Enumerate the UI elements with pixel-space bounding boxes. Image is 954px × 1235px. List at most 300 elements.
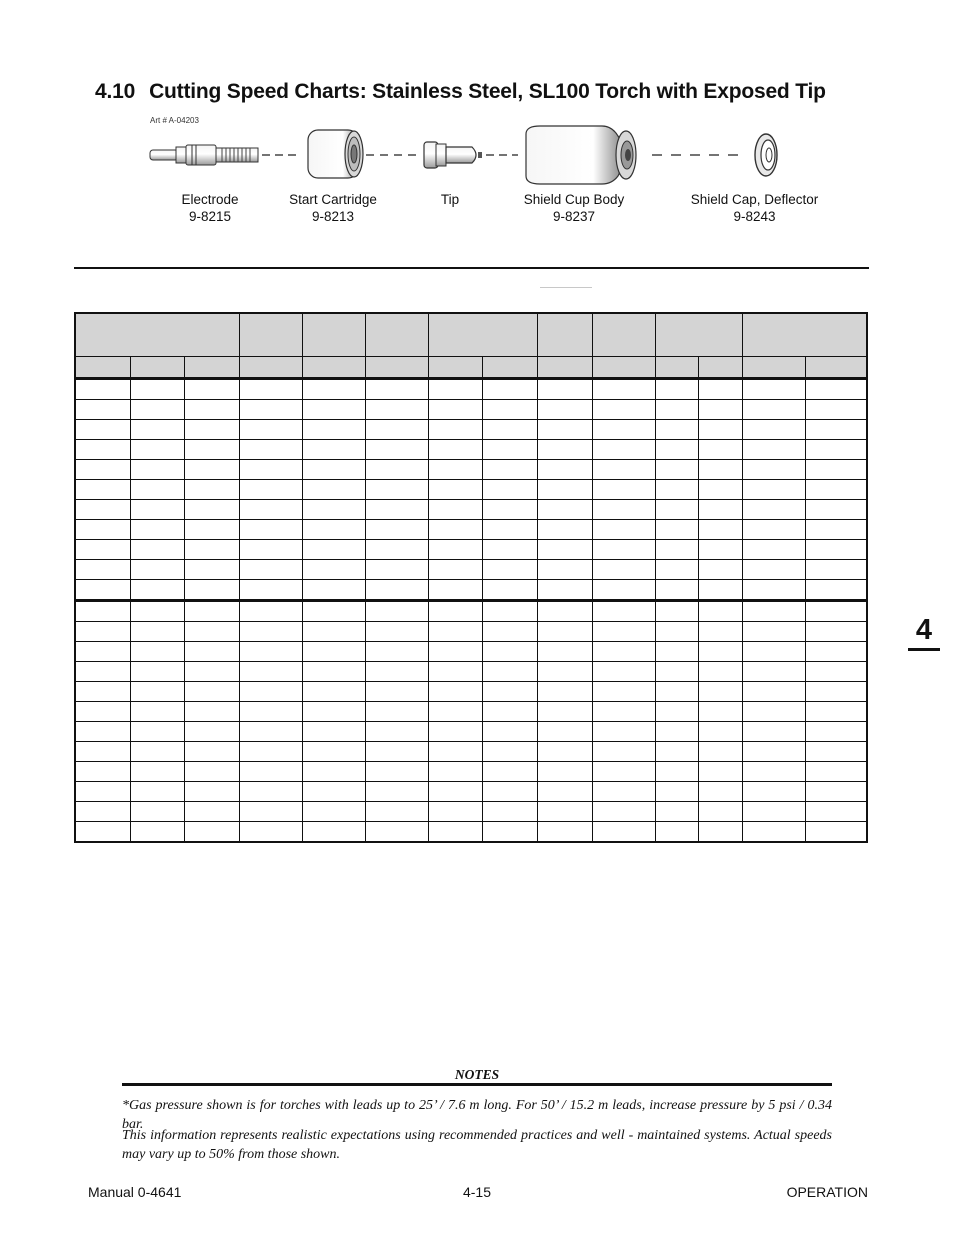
table-cell (742, 622, 805, 642)
table-cell (75, 460, 130, 480)
table-cell (482, 662, 537, 682)
table-cell (592, 480, 655, 500)
table-cell (805, 520, 867, 540)
part-number: 9-8243 (733, 209, 776, 224)
table-cell (537, 742, 592, 762)
table-cell (742, 379, 805, 400)
table-cell (75, 500, 130, 520)
table-cell (184, 762, 239, 782)
table-cell (698, 480, 742, 500)
table-cell (592, 520, 655, 540)
table-subheader-cell (130, 357, 184, 379)
table-cell (742, 460, 805, 480)
start-cartridge-icon (308, 130, 363, 178)
table-row (75, 560, 867, 580)
table-cell (742, 500, 805, 520)
table-cell (130, 622, 184, 642)
table-cell (537, 622, 592, 642)
table-cell (302, 822, 365, 843)
table-cell (184, 662, 239, 682)
table-cell (698, 460, 742, 480)
table-cell (482, 379, 537, 400)
table-subheader-cell (302, 357, 365, 379)
table-cell (428, 420, 482, 440)
table-cell (655, 702, 698, 722)
table-cell (184, 460, 239, 480)
table-cell (428, 802, 482, 822)
table-cell (592, 642, 655, 662)
table-cell (239, 601, 302, 622)
table-cell (805, 560, 867, 580)
table-subheader-cell (428, 357, 482, 379)
table-cell (184, 642, 239, 662)
table-cell (130, 379, 184, 400)
table-row (75, 782, 867, 802)
table-header-cell (428, 313, 537, 357)
table-cell (184, 802, 239, 822)
table-cell (482, 420, 537, 440)
table-cell (365, 520, 428, 540)
table-cell (655, 379, 698, 400)
table-cell (592, 420, 655, 440)
table-cell (698, 742, 742, 762)
table-cell (428, 601, 482, 622)
top-divider (74, 267, 869, 269)
table-cell (805, 440, 867, 460)
notes-divider (122, 1083, 832, 1086)
table-cell (184, 400, 239, 420)
table-subheader-cell (592, 357, 655, 379)
table-cell (742, 480, 805, 500)
table-cell (75, 520, 130, 540)
table-cell (742, 762, 805, 782)
table-cell (302, 762, 365, 782)
table-cell (365, 802, 428, 822)
table-cell (805, 540, 867, 560)
table-cell (698, 520, 742, 540)
table-cell (428, 622, 482, 642)
table-cell (655, 802, 698, 822)
table-cell (75, 662, 130, 682)
table-cell (592, 560, 655, 580)
table-cell (592, 460, 655, 480)
table-cell (805, 480, 867, 500)
table-cell (742, 642, 805, 662)
table-cell (655, 622, 698, 642)
table-cell (239, 480, 302, 500)
section-tab-number: 4 (915, 614, 933, 646)
table-cell (365, 440, 428, 460)
table-cell (698, 420, 742, 440)
table-cell (184, 540, 239, 560)
table-cell (592, 742, 655, 762)
table-cell (365, 782, 428, 802)
table-cell (742, 540, 805, 560)
table-row (75, 440, 867, 460)
table-cell (655, 480, 698, 500)
section-tab (908, 612, 940, 651)
table-cell (592, 662, 655, 682)
table-cell (742, 400, 805, 420)
table-cell (742, 560, 805, 580)
table-row (75, 642, 867, 662)
table-cell (428, 440, 482, 460)
table-header-cell (742, 313, 867, 357)
table-cell (655, 762, 698, 782)
table-cell (428, 520, 482, 540)
table-header-cell (592, 313, 655, 357)
table-cell (537, 722, 592, 742)
section-tab-underline (908, 648, 940, 651)
table-cell (302, 782, 365, 802)
table-cell (239, 460, 302, 480)
table-cell (130, 662, 184, 682)
table-cell (428, 560, 482, 580)
table-cell (742, 662, 805, 682)
table-cell (184, 782, 239, 802)
table-cell (130, 400, 184, 420)
table-header-cell (75, 313, 239, 357)
table-cell (805, 642, 867, 662)
art-number: Art # A-04203 (150, 116, 199, 125)
table-cell (537, 702, 592, 722)
table-cell (537, 540, 592, 560)
table-cell (698, 622, 742, 642)
table-cell (537, 822, 592, 843)
table-cell (742, 822, 805, 843)
table-cell (482, 782, 537, 802)
table-cell (428, 662, 482, 682)
table-cell (482, 682, 537, 702)
table-cell (592, 822, 655, 843)
footer-section-name: OPERATION (786, 1184, 868, 1200)
table-cell (75, 802, 130, 822)
table-cell (239, 802, 302, 822)
footer-page-number: 4-15 (462, 1184, 492, 1200)
table-cell (184, 702, 239, 722)
table-cell (130, 822, 184, 843)
table-cell (239, 662, 302, 682)
table-cell (537, 782, 592, 802)
table-cell (239, 500, 302, 520)
part-name: Electrode (181, 192, 239, 207)
table-cell (302, 601, 365, 622)
table-header-cell (655, 313, 742, 357)
table-cell (428, 500, 482, 520)
table-cell (75, 642, 130, 662)
table-cell (655, 560, 698, 580)
table-cell (239, 682, 302, 702)
table-cell (482, 560, 537, 580)
tip-icon (424, 142, 482, 168)
table-cell (302, 742, 365, 762)
part-name: Shield Cup Body (523, 192, 625, 207)
table-row (75, 742, 867, 762)
table-cell (428, 580, 482, 601)
table-cell (537, 480, 592, 500)
table-cell (239, 722, 302, 742)
cutting-speed-table (74, 312, 868, 843)
table-header-cell (302, 313, 365, 357)
table-cell (184, 440, 239, 460)
table-cell (482, 762, 537, 782)
table-cell (537, 460, 592, 480)
table-cell (742, 682, 805, 702)
table-cell (592, 762, 655, 782)
table-cell (302, 420, 365, 440)
table-cell (239, 440, 302, 460)
table-cell (482, 400, 537, 420)
table-cell (365, 762, 428, 782)
table-row (75, 379, 867, 400)
table-cell (130, 601, 184, 622)
table-cell (75, 400, 130, 420)
table-cell (130, 420, 184, 440)
table-cell (428, 400, 482, 420)
table-cell (428, 379, 482, 400)
table-row (75, 822, 867, 843)
table-cell (302, 580, 365, 601)
section-number: 4.10 (95, 80, 136, 103)
table-cell (592, 702, 655, 722)
table-cell (75, 722, 130, 742)
table-cell (805, 802, 867, 822)
table-cell (184, 420, 239, 440)
table-cell (655, 682, 698, 702)
table-cell (365, 742, 428, 762)
table-cell (482, 440, 537, 460)
table-cell (302, 642, 365, 662)
table-cell (655, 500, 698, 520)
part-name: Start Cartridge (289, 192, 377, 207)
table-cell (239, 540, 302, 560)
part-number: 9-8213 (311, 209, 355, 224)
table-cell (365, 379, 428, 400)
table-cell (742, 601, 805, 622)
table-cell (537, 580, 592, 601)
table-cell (428, 722, 482, 742)
table-cell (184, 520, 239, 540)
table-cell (130, 742, 184, 762)
table-cell (75, 440, 130, 460)
table-cell (805, 702, 867, 722)
table-cell (365, 420, 428, 440)
table-cell (655, 460, 698, 480)
table-cell (239, 400, 302, 420)
table-cell (365, 460, 428, 480)
table-cell (698, 560, 742, 580)
table-subheader-cell (537, 357, 592, 379)
table-subheader-cell (75, 357, 130, 379)
table-cell (302, 440, 365, 460)
table-subheader-cell (805, 357, 867, 379)
part-name: Shield Cap, Deflector (690, 192, 819, 207)
table-cell (537, 802, 592, 822)
table-cell (239, 580, 302, 601)
table-cell (537, 560, 592, 580)
table-row (75, 722, 867, 742)
table-cell (805, 580, 867, 601)
table-cell (592, 782, 655, 802)
table-subheader-cell (365, 357, 428, 379)
notes-heading: NOTES (454, 1067, 500, 1082)
table-cell (698, 702, 742, 722)
table-cell (365, 601, 428, 622)
table-cell (698, 722, 742, 742)
table-cell (365, 722, 428, 742)
table-cell (130, 682, 184, 702)
table-cell (75, 379, 130, 400)
table-row (75, 400, 867, 420)
table-cell (75, 822, 130, 843)
table-cell (742, 722, 805, 742)
table-cell (482, 802, 537, 822)
table-cell (537, 762, 592, 782)
table-cell (655, 601, 698, 622)
table-cell (302, 802, 365, 822)
shield-cup-body-icon (526, 126, 636, 184)
table-cell (742, 742, 805, 762)
table-cell (302, 400, 365, 420)
table-cell (75, 580, 130, 601)
table-cell (130, 520, 184, 540)
table-cell (75, 682, 130, 702)
table-cell (428, 682, 482, 702)
table-cell (805, 420, 867, 440)
table-cell (184, 580, 239, 601)
table-cell (592, 622, 655, 642)
table-cell (592, 500, 655, 520)
table-cell (184, 601, 239, 622)
table-cell (130, 560, 184, 580)
table-cell (537, 642, 592, 662)
table-cell (239, 379, 302, 400)
note-speed-disclaimer: This information represents realistic expectations using recommended practices and well - maintained systems. Actual speeds may vary up to 50% from those shown. (122, 1128, 832, 1162)
table-cell (482, 722, 537, 742)
table-cell (805, 822, 867, 843)
table-cell (805, 782, 867, 802)
table-cell (365, 702, 428, 722)
table-cell (130, 702, 184, 722)
table-cell (742, 782, 805, 802)
table-cell (130, 722, 184, 742)
table-cell (805, 722, 867, 742)
table-cell (482, 480, 537, 500)
table-cell (655, 742, 698, 762)
table-cell (130, 440, 184, 460)
table-cell (698, 682, 742, 702)
table-cell (130, 480, 184, 500)
table-cell (482, 822, 537, 843)
table-cell (302, 379, 365, 400)
table-cell (428, 742, 482, 762)
table-cell (537, 520, 592, 540)
table-cell (365, 822, 428, 843)
table-cell (75, 742, 130, 762)
table-cell (698, 500, 742, 520)
table-cell (365, 540, 428, 560)
table-cell (302, 500, 365, 520)
table-cell (742, 420, 805, 440)
table-cell (655, 420, 698, 440)
table-cell (655, 662, 698, 682)
torch-parts-illustration (140, 122, 800, 192)
table-subheader-cell (655, 357, 698, 379)
table-cell (537, 400, 592, 420)
table-cell (698, 400, 742, 420)
table-row (75, 622, 867, 642)
part-number: 9-8237 (552, 209, 596, 224)
table-cell (537, 682, 592, 702)
section-heading (95, 80, 826, 104)
part-label-electrode (170, 191, 250, 225)
table-cell (482, 642, 537, 662)
table-cell (75, 782, 130, 802)
table-cell (592, 540, 655, 560)
table-row (75, 520, 867, 540)
table-cell (365, 500, 428, 520)
table-row (75, 682, 867, 702)
table-subheader-cell (698, 357, 742, 379)
table-cell (742, 580, 805, 601)
table-cell (655, 722, 698, 742)
table-cell (130, 782, 184, 802)
table-cell (698, 379, 742, 400)
table-cell (655, 642, 698, 662)
table-cell (428, 822, 482, 843)
table-cell (742, 520, 805, 540)
table-cell (365, 662, 428, 682)
table-cell (655, 440, 698, 460)
table-cell (805, 400, 867, 420)
table-cell (184, 560, 239, 580)
table-header-cell (537, 313, 592, 357)
part-number: 9-8215 (188, 209, 232, 224)
shield-cap-deflector-icon (755, 134, 777, 176)
table-cell (239, 642, 302, 662)
table-cell (742, 702, 805, 722)
table-cell (239, 520, 302, 540)
table-cell (302, 662, 365, 682)
table-cell (592, 722, 655, 742)
table-row (75, 420, 867, 440)
table-cell (482, 520, 537, 540)
table-cell (184, 622, 239, 642)
table-cell (698, 540, 742, 560)
table-cell (75, 480, 130, 500)
note-gas-pressure: *Gas pressure shown is for torches with leads up to 25’ / 7.6 m long. For 50’ / 15.2 m leads, increase pressure by 5 psi / 0.34 bar. (122, 1098, 832, 1132)
table-cell (655, 400, 698, 420)
part-label-shield-cup-body (514, 191, 634, 225)
table-cell (592, 601, 655, 622)
table-cell (184, 742, 239, 762)
table-cell (75, 702, 130, 722)
part-label-tip (420, 191, 480, 208)
table-cell (698, 782, 742, 802)
table-row (75, 601, 867, 622)
table-cell (365, 400, 428, 420)
table-cell (742, 440, 805, 460)
table-cell (537, 662, 592, 682)
table-cell (698, 822, 742, 843)
table-cell (482, 460, 537, 480)
table-caption-rule (540, 287, 592, 288)
table-cell (239, 742, 302, 762)
table-cell (239, 560, 302, 580)
table-cell (805, 742, 867, 762)
table-cell (75, 762, 130, 782)
section-title: Cutting Speed Charts: Stainless Steel, SL100 Torch with Exposed Tip (149, 80, 826, 103)
